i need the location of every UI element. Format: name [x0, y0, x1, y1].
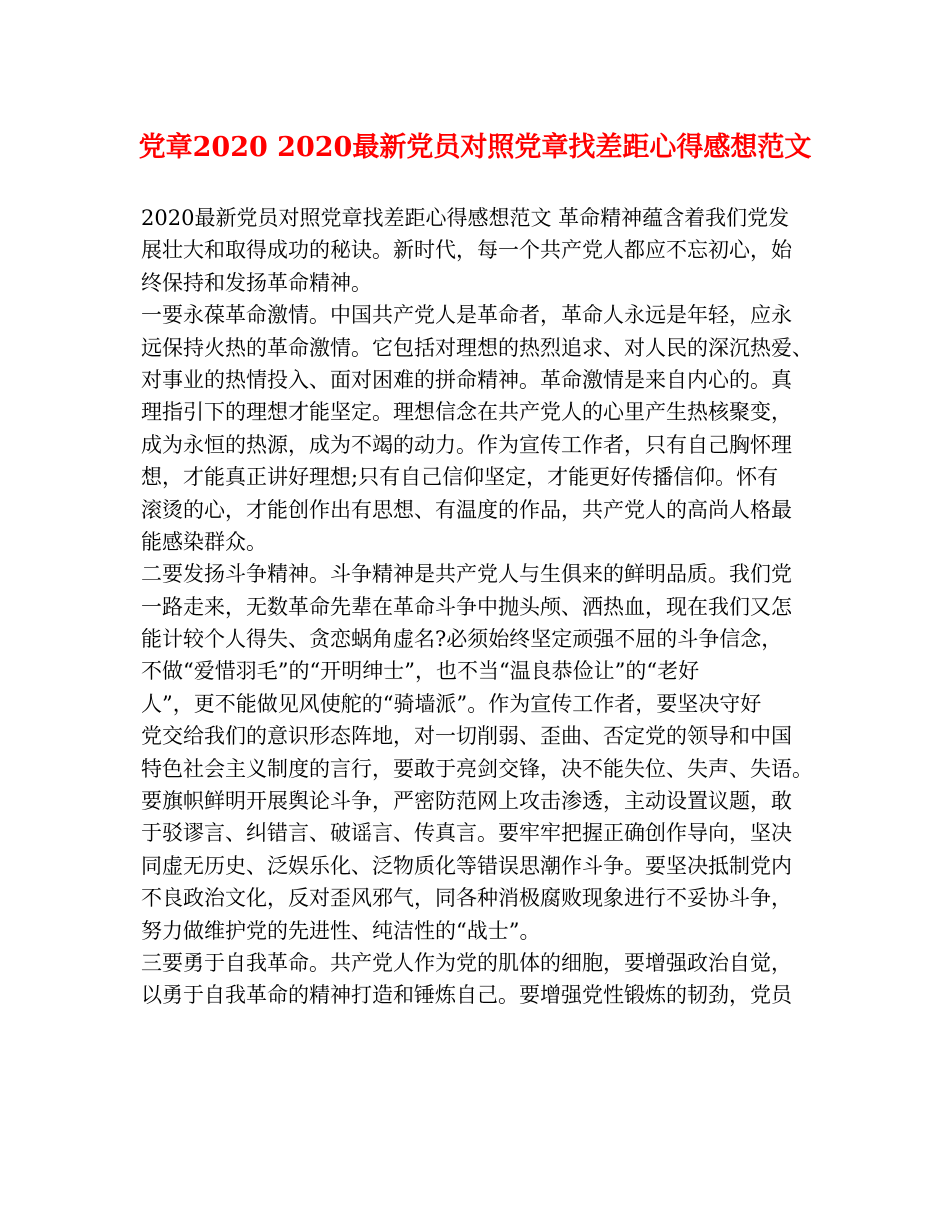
body-line: 展壮大和取得成功的秘诀。新时代，每一个共产党人都应不忘初心，始 [141, 238, 792, 263]
body-line: 努力做维护党的先进性、纯洁性的“战士”。 [141, 918, 541, 943]
body-line: 人”，更不能做见风使舵的“骑墙派”。作为宣传工作者，要坚决守好 [141, 691, 762, 716]
body-line: 不良政治文化，反对歪风邪气，同各种消极腐败现象进行不妥协斗争， [141, 886, 792, 911]
body-line: 不做“爱惜羽毛”的“开明绅士”，也不当“温良恭俭让”的“老好 [141, 659, 700, 684]
document-body [141, 202, 831, 1012]
body-line: 一路走来，无数革命先辈在革命斗争中抛头颅、洒热血，现在我们又怎 [141, 594, 792, 619]
body-line: 特色社会主义制度的言行，要敢于亮剑交锋，决不能失位、失声、失语。 [141, 756, 813, 781]
body-line: 二要发扬斗争精神。斗争精神是共产党人与生俱来的鲜明品质。我们党 [141, 562, 792, 587]
body-line: 一要永葆革命激情。中国共产党人是革命者，革命人永远是年轻，应永 [141, 303, 792, 328]
body-line: 想，才能真正讲好理想;只有自己信仰坚定，才能更好传播信仰。怀有 [141, 465, 779, 490]
body-line: 于驳谬言、纠错言、破谣言、传真言。要牢牢把握正确创作导向，坚决 [141, 821, 792, 846]
body-line: 同虚无历史、泛娱乐化、泛物质化等错误思潮作斗争。要坚决抵制党内 [141, 853, 792, 878]
body-line: 党交给我们的意识形态阵地，对一切削弱、歪曲、否定党的领导和中国 [141, 724, 792, 749]
document-title: 党章2020 2020最新党员对照党章找差距心得感想范文 [138, 132, 812, 163]
body-line: 三要勇于自我革命。共产党人作为党的肌体的细胞，要增强政治自觉， [141, 950, 792, 975]
body-line: 能感染群众。 [141, 529, 267, 554]
body-line: 2020最新党员对照党章找差距心得感想范文 革命精神蕴含着我们党发 [141, 206, 790, 230]
body-line: 滚烫的心，才能创作出有思想、有温度的作品，共产党人的高尚人格最 [141, 497, 792, 522]
body-line: 能计较个人得失、贪恋蜗角虚名?必须始终坚定顽强不屈的斗争信念， [141, 627, 783, 652]
body-line: 终保持和发扬革命精神。 [141, 270, 372, 295]
body-line: 对事业的热情投入、面对困难的拼命精神。革命激情是来自内心的。真 [141, 367, 792, 392]
body-line: 成为永恒的热源，成为不竭的动力。作为宣传工作者，只有自己胸怀理 [141, 432, 792, 457]
body-line: 远保持火热的革命激情。它包括对理想的热烈追求、对人民的深沉热爱、 [141, 335, 813, 360]
body-line: 以勇于自我革命的精神打造和锤炼自己。要增强党性锻炼的韧劲，党员 [141, 983, 792, 1008]
body-line: 理指引下的理想才能坚定。理想信念在共产党人的心里产生热核聚变， [141, 400, 792, 425]
body-line: 要旗帜鲜明开展舆论斗争，严密防范网上攻击渗透，主动设置议题，敢 [141, 789, 792, 814]
